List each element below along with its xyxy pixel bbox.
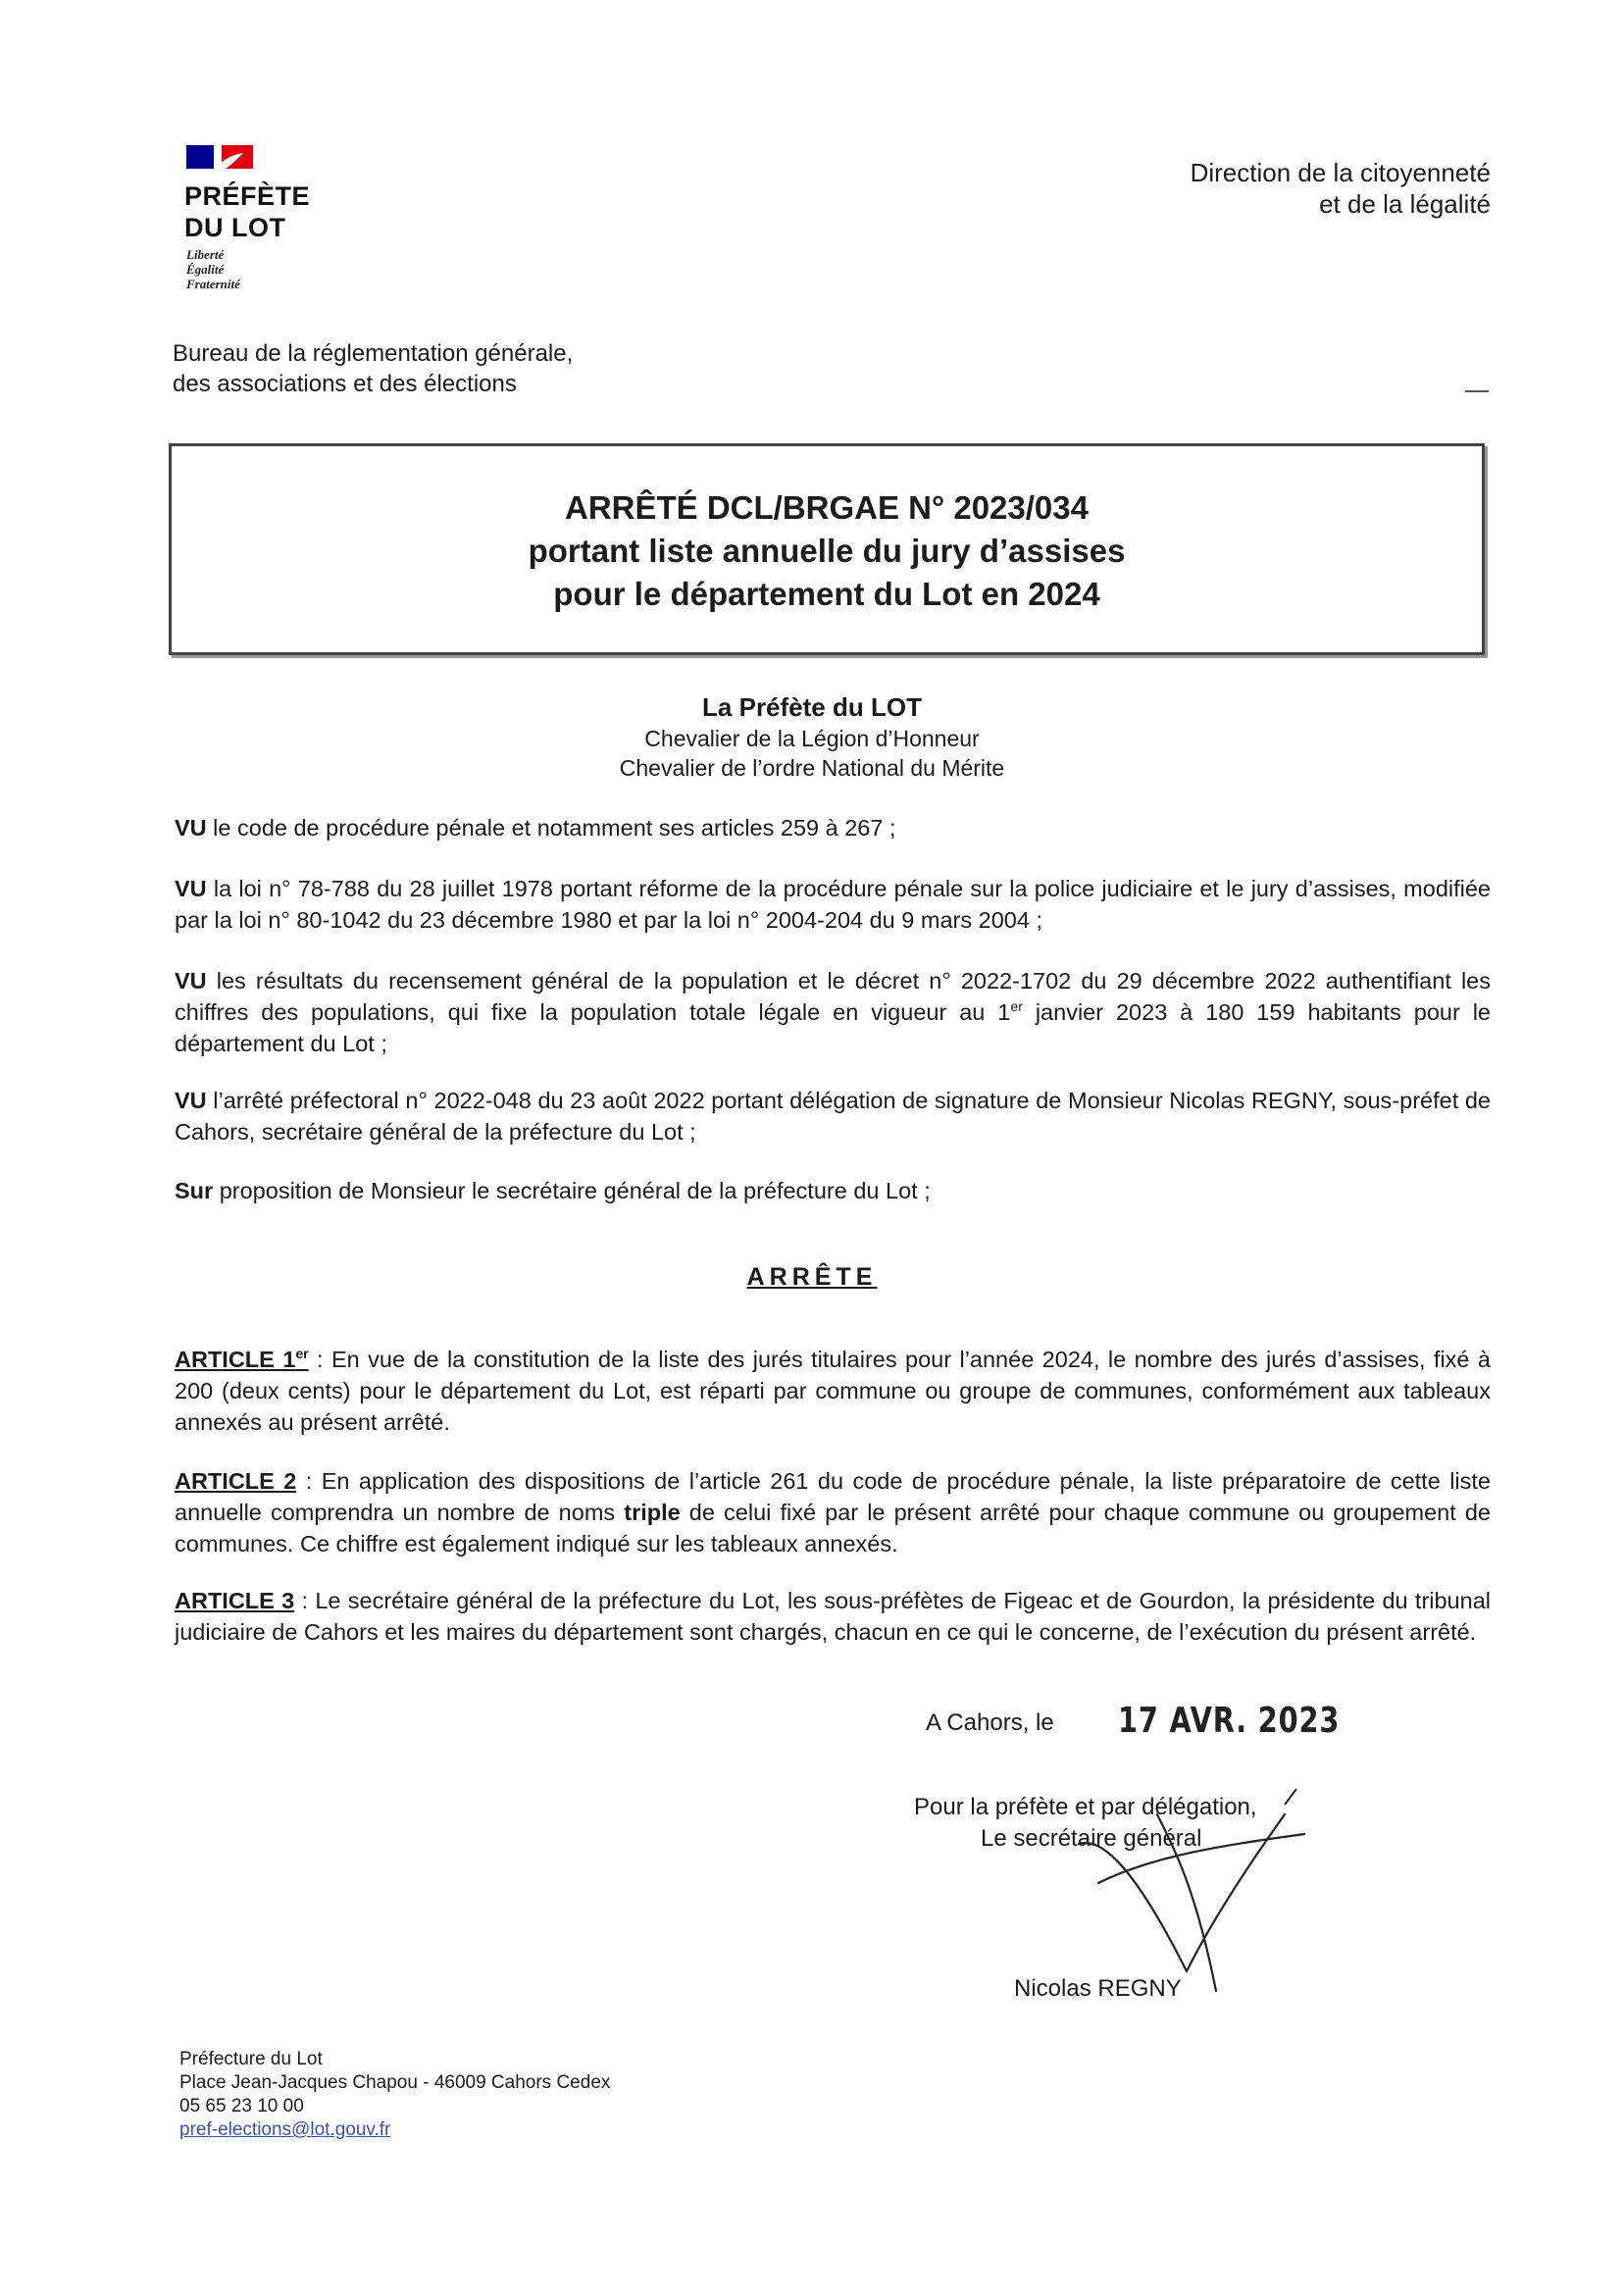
- divider: [1465, 390, 1489, 392]
- title-box: [169, 443, 1485, 655]
- footer-office: Préfecture du Lot: [179, 2049, 323, 2069]
- visa-4: VU l’arrêté préfectoral n° 2022-048 du 23 août 2022 portant délégation de signature de Monsieur Nicolas REGNY, sous-préfet de Cahors, secrétaire général de la préfecture du Lot ;: [175, 1088, 1491, 1145]
- logo-title: PRÉFÈTE DU LOT: [184, 181, 311, 242]
- title-line-2: portant liste annuelle du jury d’assises: [528, 533, 1126, 569]
- visa-2: VU la loi n° 78-788 du 28 juillet 1978 portant réforme de la procédure pénale sur la police judiciaire et le jury d’assises, modifiée par la loi n° 80-1042 du 23 décembre 1980 et par la loi n° 2004-204 du 9 mars 2004 ;: [175, 876, 1491, 933]
- footer-address: Place Jean-Jacques Chapou - 46009 Cahors Cedex: [179, 2072, 611, 2093]
- footer-phone: 05 65 23 10 00: [179, 2096, 304, 2116]
- signatory-name: Nicolas REGNY: [1014, 1975, 1182, 2002]
- article-3: ARTICLE 3 : Le secrétaire général de la préfecture du Lot, les sous-préfètes de Figeac et de Gourdon, la présidente du tribunal judiciaire de Cahors et les maires du département sont chargés, chacun en ce qui le concerne, de l’exécution du présent arrêté.: [175, 1588, 1491, 1645]
- bureau-label: Bureau de la réglementation générale, des associations et des élections: [173, 340, 574, 397]
- date-stamp: 17 AVR. 2023: [1118, 1701, 1341, 1741]
- footer-email-link[interactable]: pref-elections@lot.gouv.fr: [179, 2119, 391, 2140]
- marianne-logo-icon: [186, 145, 265, 173]
- republic-motto: Liberté Égalité Fraternité: [186, 247, 240, 291]
- signature-line-1: Pour la préfète et par délégation,: [914, 1794, 1257, 1820]
- signature-line-2: Le secrétaire général: [981, 1825, 1202, 1852]
- title-line-1: ARRÊTÉ DCL/BRGAE N° 2023/034: [564, 489, 1089, 526]
- prefect-name: La Préfète du LOT: [702, 692, 922, 722]
- visa-1: VU le code de procédure pénale et notamment ses articles 259 à 267 ;: [175, 815, 896, 841]
- prefect-honor-1: Chevalier de la Légion d’Honneur: [644, 726, 980, 751]
- arrete-heading: ARRÊTE: [746, 1263, 878, 1291]
- signature-place: A Cahors, le: [926, 1709, 1054, 1736]
- visa-3: VU les résultats du recensement général de la population et le décret n° 2022-1702 du 29 décembre 2022 authentifiant les chiffres des populations, qui fixe la population totale légale en vigueur au 1er janvier 2023 à 180 159 habitants pour le département du Lot ;: [175, 968, 1491, 1056]
- visa-5: Sur proposition de Monsieur le secrétaire général de la préfecture du Lot ;: [175, 1178, 931, 1203]
- direction-label: Direction de la citoyenneté et de la légalité: [1190, 158, 1491, 219]
- article-2: ARTICLE 2 : En application des dispositions de l’article 261 du code de procédure pénale, la liste préparatoire de cette liste annuelle comprendra un nombre de noms triple de celui fixé par le présent arrêté pour chaque commune ou groupement de communes. Ce chiffre est également indiqué sur les tableaux annexés.: [175, 1468, 1492, 1556]
- article-1: ARTICLE 1er : En vue de la constitution de la liste des jurés titulaires pour l’année 2024, le nombre des jurés d’assises, fixé à 200 (deux cents) pour le département du Lot, est réparti par commune ou groupe de communes, conformément aux tableaux annexés au présent arrêté.: [175, 1346, 1491, 1435]
- prefect-honor-2: Chevalier de l’ordre National du Mérite: [619, 755, 1005, 781]
- title-line-3: pour le département du Lot en 2024: [553, 576, 1100, 612]
